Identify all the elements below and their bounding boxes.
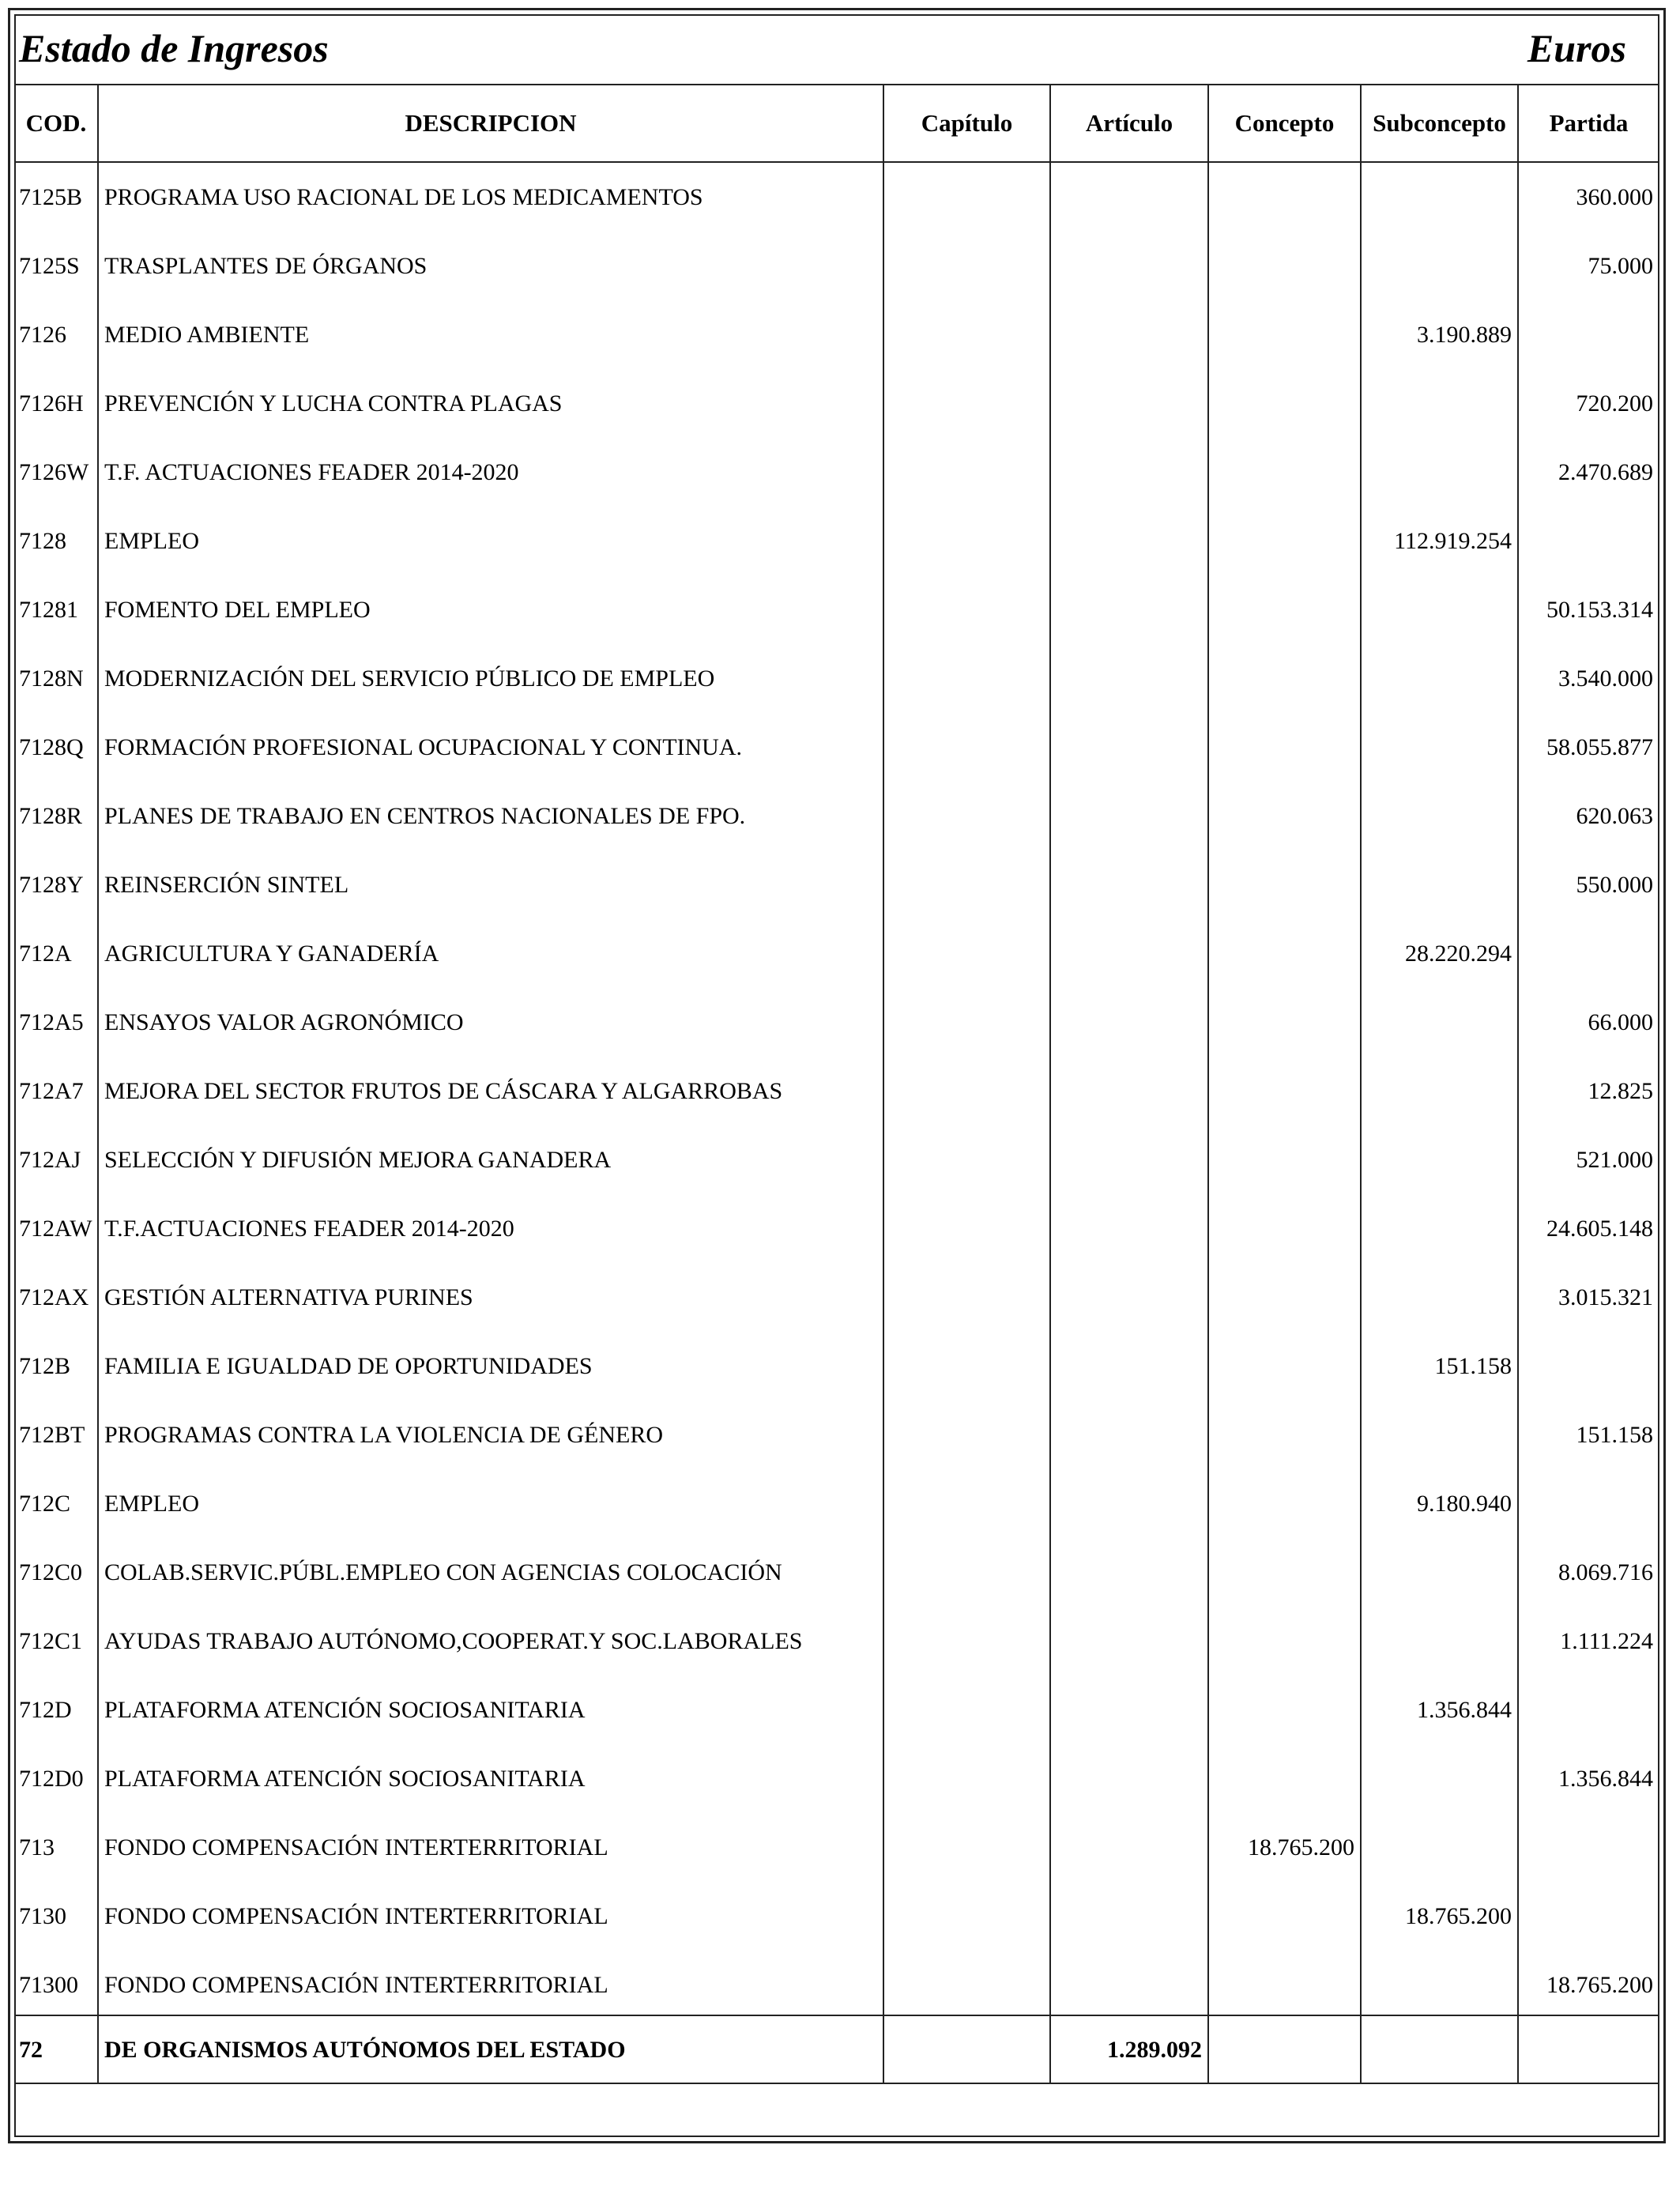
cell-articulo: [1050, 1194, 1202, 1263]
cell-articulo: [1050, 782, 1202, 850]
cell-articulo: [1050, 988, 1202, 1057]
cell-capitulo: [883, 1194, 1044, 1263]
cell-articulo: [1050, 1057, 1202, 1125]
cell-partida: 151.158: [1576, 1421, 1653, 1448]
col-header-capitulo: Capítulo: [921, 109, 1013, 137]
cell-concepto: [1208, 919, 1354, 988]
cell-desc: FONDO COMPENSACIÓN INTERTERRITORIAL: [104, 1834, 608, 1860]
page-title: Estado de Ingresos: [19, 26, 329, 70]
cell-desc: EMPLEO: [104, 527, 199, 554]
cell-subconcepto: [1361, 1951, 1512, 2019]
cell-subconcepto: [1361, 1400, 1512, 1469]
col-header-concepto: Concepto: [1234, 109, 1335, 137]
total-partida: [1518, 2016, 1653, 2084]
cell-partida: 66.000: [1588, 1008, 1653, 1035]
cell-concepto: [1208, 1469, 1354, 1538]
cell-desc: REINSERCIÓN SINTEL: [104, 871, 349, 898]
cell-desc: PROGRAMA USO RACIONAL DE LOS MEDICAMENTOS: [104, 183, 703, 210]
cell-articulo: [1050, 1332, 1202, 1400]
cell-concepto: 18.765.200: [1248, 1834, 1354, 1860]
cell-subconcepto: 28.220.294: [1405, 940, 1512, 967]
cell-desc: GESTIÓN ALTERNATIVA PURINES: [104, 1284, 473, 1310]
cell-subconcepto: [1361, 988, 1512, 1057]
cell-concepto: [1208, 1057, 1354, 1125]
cell-partida: 75.000: [1588, 252, 1653, 279]
cell-desc: MEJORA DEL SECTOR FRUTOS DE CÁSCARA Y ALGARROBAS: [104, 1077, 783, 1104]
cell-concepto: [1208, 575, 1354, 644]
cell-articulo: [1050, 575, 1202, 644]
cell-cod: 7128R: [19, 802, 83, 829]
cell-desc: MEDIO AMBIENTE: [104, 321, 310, 348]
cell-concepto: [1208, 300, 1354, 369]
cell-articulo: [1050, 1951, 1202, 2019]
cell-capitulo: [883, 1263, 1044, 1332]
cell-articulo: [1050, 713, 1202, 782]
col-header-descripcion: DESCRIPCION: [405, 109, 577, 137]
cell-desc: EMPLEO: [104, 1490, 199, 1517]
cell-articulo: [1050, 1813, 1202, 1882]
cell-articulo: [1050, 1538, 1202, 1607]
cell-desc: AYUDAS TRABAJO AUTÓNOMO,COOPERAT.Y SOC.LABORALES: [104, 1627, 803, 1654]
cell-capitulo: [883, 232, 1044, 300]
cell-concepto: [1208, 1400, 1354, 1469]
cell-subconcepto: [1361, 1607, 1512, 1676]
table-row: [14, 988, 1659, 1057]
cell-desc: ENSAYOS VALOR AGRONÓMICO: [104, 1008, 464, 1035]
cell-articulo: [1050, 1125, 1202, 1194]
cell-articulo: [1050, 644, 1202, 713]
cell-cod: 71300: [19, 1971, 78, 1998]
cell-subconcepto: [1361, 1263, 1512, 1332]
table-row: [14, 232, 1659, 300]
cell-capitulo: [883, 163, 1044, 232]
col-header-articulo: Artículo: [1085, 109, 1173, 137]
cell-capitulo: [883, 1400, 1044, 1469]
cell-cod: 71281: [19, 596, 78, 623]
table-row: [14, 1332, 1659, 1400]
cell-desc: T.F.ACTUACIONES FEADER 2014-2020: [104, 1215, 514, 1242]
cell-partida: 3.540.000: [1558, 665, 1653, 692]
cell-cod: 712AW: [19, 1215, 92, 1242]
cell-articulo: [1050, 850, 1202, 919]
table-row: [14, 507, 1659, 575]
table-row: [14, 919, 1659, 988]
cell-desc: PROGRAMAS CONTRA LA VIOLENCIA DE GÉNERO: [104, 1421, 663, 1448]
cell-partida: 8.069.716: [1558, 1559, 1653, 1585]
cell-partida: 1.111.224: [1560, 1627, 1653, 1654]
cell-articulo: [1050, 369, 1202, 438]
col-header-partida: Partida: [1549, 109, 1629, 137]
cell-articulo: [1050, 1882, 1202, 1951]
cell-concepto: [1208, 438, 1354, 507]
cell-desc: PREVENCIÓN Y LUCHA CONTRA PLAGAS: [104, 390, 563, 417]
cell-desc: TRASPLANTES DE ÓRGANOS: [104, 252, 428, 279]
table-row: [14, 1263, 1659, 1332]
cell-cod: 712D: [19, 1696, 72, 1723]
currency-label: Euros: [1527, 26, 1626, 70]
cell-cod: 7128N: [19, 665, 84, 692]
cell-cod: 712A: [19, 940, 72, 967]
table-row: [14, 369, 1659, 438]
cell-partida: 3.015.321: [1558, 1284, 1653, 1310]
cell-subconcepto: [1361, 1538, 1512, 1607]
cell-cod: 712C1: [19, 1627, 83, 1654]
cell-concepto: [1208, 713, 1354, 782]
cell-articulo: [1050, 1263, 1202, 1332]
table-row: [14, 782, 1659, 850]
col-header-cod: COD.: [25, 109, 87, 137]
cell-desc: FOMENTO DEL EMPLEO: [104, 596, 371, 623]
cell-concepto: [1208, 1538, 1354, 1607]
cell-capitulo: [883, 988, 1044, 1057]
cell-partida: [1518, 919, 1653, 988]
cell-articulo: [1050, 1400, 1202, 1469]
cell-subconcepto: [1361, 438, 1512, 507]
cell-cod: 712C0: [19, 1559, 83, 1585]
cell-partida: [1518, 507, 1653, 575]
cell-capitulo: [883, 1057, 1044, 1125]
cell-desc: PLANES DE TRABAJO EN CENTROS NACIONALES DE FPO.: [104, 802, 746, 829]
cell-concepto: [1208, 1332, 1354, 1400]
cell-cod: 7130: [19, 1902, 66, 1929]
cell-desc: AGRICULTURA Y GANADERÍA: [104, 940, 439, 967]
cell-partida: 58.055.877: [1546, 733, 1653, 760]
cell-capitulo: [883, 1951, 1044, 2019]
cell-subconcepto: [1361, 575, 1512, 644]
cell-concepto: [1208, 988, 1354, 1057]
table-row: [14, 1469, 1659, 1538]
cell-articulo: [1050, 919, 1202, 988]
cell-subconcepto: 1.356.844: [1417, 1696, 1512, 1723]
cell-cod: 7126W: [19, 458, 89, 485]
cell-desc: T.F. ACTUACIONES FEADER 2014-2020: [104, 458, 519, 485]
total-row: [14, 2015, 1659, 2084]
table-row: [14, 1744, 1659, 1813]
table-row: [14, 1057, 1659, 1125]
table-row: [14, 850, 1659, 919]
cell-concepto: [1208, 163, 1354, 232]
cell-cod: 712B: [19, 1352, 71, 1379]
cell-concepto: [1208, 369, 1354, 438]
total-desc: DE ORGANISMOS AUTÓNOMOS DEL ESTADO: [104, 2037, 626, 2063]
cell-partida: 2.470.689: [1558, 458, 1653, 485]
cell-desc: FORMACIÓN PROFESIONAL OCUPACIONAL Y CONTINUA.: [104, 733, 743, 760]
cell-subconcepto: 18.765.200: [1405, 1902, 1512, 1929]
cell-capitulo: [883, 1125, 1044, 1194]
cell-cod: 7128Y: [19, 871, 84, 898]
cell-cod: 7125B: [19, 183, 83, 210]
cell-subconcepto: [1361, 782, 1512, 850]
cell-capitulo: [883, 438, 1044, 507]
cell-capitulo: [883, 644, 1044, 713]
cell-concepto: [1208, 1607, 1354, 1676]
cell-articulo: [1050, 300, 1202, 369]
cell-partida: 24.605.148: [1546, 1215, 1653, 1242]
cell-capitulo: [883, 1607, 1044, 1676]
table-row: [14, 438, 1659, 507]
table-row: [14, 1538, 1659, 1607]
total-articulo: 1.289.092: [1107, 2037, 1202, 2063]
table-row: [14, 163, 1659, 232]
cell-capitulo: [883, 369, 1044, 438]
cell-concepto: [1208, 1882, 1354, 1951]
cell-partida: 620.063: [1576, 802, 1653, 829]
cell-concepto: [1208, 1744, 1354, 1813]
cell-subconcepto: [1361, 1057, 1512, 1125]
cell-subconcepto: 151.158: [1434, 1352, 1512, 1379]
table-row: [14, 575, 1659, 644]
total-subconcepto: [1361, 2016, 1512, 2084]
cell-desc: MODERNIZACIÓN DEL SERVICIO PÚBLICO DE EMPLEO: [104, 665, 715, 692]
cell-partida: [1518, 1332, 1653, 1400]
cell-cod: 7125S: [19, 252, 80, 279]
table-row: [14, 1951, 1659, 2019]
cell-desc: FAMILIA E IGUALDAD DE OPORTUNIDADES: [104, 1352, 593, 1379]
cell-cod: 7126: [19, 321, 66, 348]
cell-subconcepto: [1361, 369, 1512, 438]
total-concepto: [1208, 2016, 1354, 2084]
cell-partida: 550.000: [1576, 871, 1653, 898]
table-row: [14, 300, 1659, 369]
cell-partida: 50.153.314: [1546, 596, 1653, 623]
cell-cod: 712AX: [19, 1284, 89, 1310]
table-row: [14, 1607, 1659, 1676]
cell-cod: 712C: [19, 1490, 71, 1517]
cell-capitulo: [883, 575, 1044, 644]
cell-cod: 713: [19, 1834, 55, 1860]
table-row: [14, 1882, 1659, 1951]
cell-cod: 712AJ: [19, 1146, 81, 1173]
total-cod: 72: [19, 2037, 43, 2063]
cell-concepto: [1208, 644, 1354, 713]
cell-subconcepto: [1361, 1125, 1512, 1194]
cell-subconcepto: [1361, 1194, 1512, 1263]
cell-articulo: [1050, 507, 1202, 575]
cell-capitulo: [883, 850, 1044, 919]
cell-articulo: [1050, 1744, 1202, 1813]
cell-cod: 712A7: [19, 1077, 84, 1104]
cell-partida: 12.825: [1588, 1077, 1653, 1104]
cell-capitulo: [883, 1676, 1044, 1744]
cell-partida: 521.000: [1576, 1146, 1653, 1173]
cell-capitulo: [883, 919, 1044, 988]
cell-desc: PLATAFORMA ATENCIÓN SOCIOSANITARIA: [104, 1696, 586, 1723]
cell-subconcepto: [1361, 163, 1512, 232]
cell-desc: FONDO COMPENSACIÓN INTERTERRITORIAL: [104, 1902, 608, 1929]
table-row: [14, 1400, 1659, 1469]
cell-subconcepto: [1361, 850, 1512, 919]
cell-concepto: [1208, 850, 1354, 919]
cell-cod: 712A5: [19, 1008, 84, 1035]
total-capitulo: [883, 2016, 1044, 2084]
table-row: [14, 1676, 1659, 1744]
cell-partida: 360.000: [1576, 183, 1653, 210]
cell-subconcepto: [1361, 1813, 1512, 1882]
cell-articulo: [1050, 232, 1202, 300]
cell-capitulo: [883, 507, 1044, 575]
cell-cod: 7126H: [19, 390, 84, 417]
cell-subconcepto: 112.919.254: [1394, 527, 1512, 554]
cell-concepto: [1208, 782, 1354, 850]
column-header-row: [14, 85, 1659, 163]
cell-articulo: [1050, 438, 1202, 507]
cell-capitulo: [883, 782, 1044, 850]
cell-capitulo: [883, 1882, 1044, 1951]
cell-articulo: [1050, 1676, 1202, 1744]
table-row: [14, 713, 1659, 782]
cell-subconcepto: 9.180.940: [1417, 1490, 1512, 1517]
cell-partida: 18.765.200: [1546, 1971, 1653, 1998]
cell-articulo: [1050, 1469, 1202, 1538]
cell-partida: [1518, 1882, 1653, 1951]
cell-concepto: [1208, 507, 1354, 575]
cell-capitulo: [883, 1813, 1044, 1882]
col-header-subconcepto: Subconcepto: [1373, 109, 1506, 137]
table-row: [14, 644, 1659, 713]
cell-subconcepto: [1361, 713, 1512, 782]
cell-partida: [1518, 300, 1653, 369]
cell-subconcepto: [1361, 644, 1512, 713]
cell-partida: 1.356.844: [1558, 1765, 1653, 1792]
cell-partida: [1518, 1676, 1653, 1744]
cell-desc: SELECCIÓN Y DIFUSIÓN MEJORA GANADERA: [104, 1146, 612, 1173]
cell-cod: 7128: [19, 527, 66, 554]
cell-desc: COLAB.SERVIC.PÚBL.EMPLEO CON AGENCIAS COLOCACIÓN: [104, 1559, 782, 1585]
cell-subconcepto: [1361, 1744, 1512, 1813]
table-row: [14, 1194, 1659, 1263]
cell-capitulo: [883, 713, 1044, 782]
cell-concepto: [1208, 1676, 1354, 1744]
cell-capitulo: [883, 300, 1044, 369]
cell-partida: [1518, 1469, 1653, 1538]
table-row: [14, 1813, 1659, 1882]
cell-capitulo: [883, 1469, 1044, 1538]
cell-capitulo: [883, 1744, 1044, 1813]
title-row: [14, 14, 1659, 85]
cell-concepto: [1208, 1263, 1354, 1332]
cell-articulo: [1050, 163, 1202, 232]
cell-subconcepto: [1361, 232, 1512, 300]
cell-capitulo: [883, 1332, 1044, 1400]
cell-articulo: [1050, 1607, 1202, 1676]
cell-desc: PLATAFORMA ATENCIÓN SOCIOSANITARIA: [104, 1765, 586, 1792]
cell-cod: 7128Q: [19, 733, 84, 760]
cell-cod: 712D0: [19, 1765, 84, 1792]
cell-partida: 720.200: [1576, 390, 1653, 417]
cell-desc: FONDO COMPENSACIÓN INTERTERRITORIAL: [104, 1971, 608, 1998]
cell-concepto: [1208, 1951, 1354, 2019]
cell-cod: 712BT: [19, 1421, 85, 1448]
cell-subconcepto: 3.190.889: [1417, 321, 1512, 348]
cell-capitulo: [883, 1538, 1044, 1607]
cell-partida: [1518, 1813, 1653, 1882]
cell-concepto: [1208, 232, 1354, 300]
cell-concepto: [1208, 1125, 1354, 1194]
cell-concepto: [1208, 1194, 1354, 1263]
table-row: [14, 1125, 1659, 1194]
